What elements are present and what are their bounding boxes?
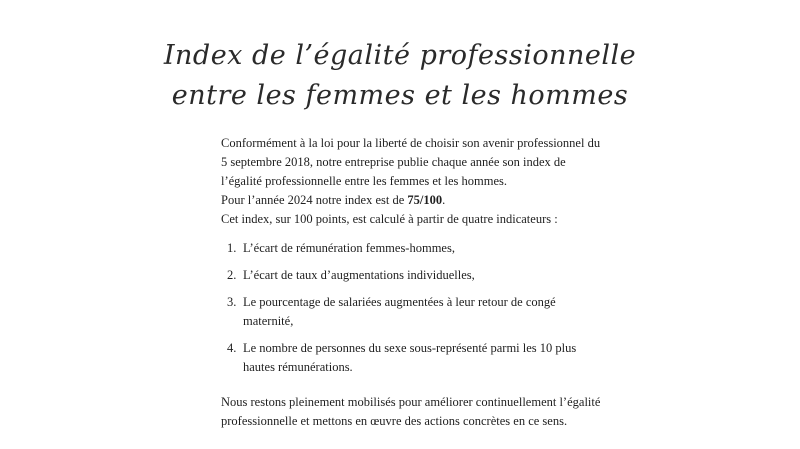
list-item-text: L’écart de rémunération femmes-hommes, (243, 241, 455, 255)
list-item-text: L’écart de taux d’augmentations individuelles, (243, 268, 475, 282)
page-title-line-2: entre les femmes et les hommes (171, 80, 629, 111)
list-item-number: 2. (227, 268, 237, 282)
score-value: 75/100 (407, 193, 443, 207)
list-item (221, 293, 601, 331)
intro-text: Conformément à la loi pour la liberté de choisir son avenir professionnel du 5 septembre 2018, notre entreprise publie chaque année son index de l’égalité professionnelle entre les femmes et les hommes. (221, 136, 601, 188)
score-line (221, 191, 601, 210)
page-title-line-1: Index de l’égalité professionnelle (163, 40, 637, 71)
closing-text: Nous restons pleinement mobilisés pour améliorer continuellement l’égalité professionnelle et mettons en œuvre des actions concrètes en ce sens. (221, 395, 601, 428)
list-item (221, 266, 601, 285)
score-suffix: . (442, 193, 446, 207)
indicator-list (221, 239, 601, 377)
list-item (221, 339, 601, 377)
list-item (221, 239, 601, 258)
list-item-number: 3. (227, 295, 237, 309)
list-item-text: Le pourcentage de salariées augmentées à leur retour de congé maternité, (243, 295, 556, 328)
indicators-intro: Cet index, sur 100 points, est calculé à partir de quatre indicateurs : (221, 212, 558, 226)
page-title (150, 36, 650, 116)
list-item-number: 4. (227, 341, 237, 355)
score-prefix: Pour l’année 2024 notre index est de (221, 193, 408, 207)
list-item-number: 1. (227, 241, 237, 255)
content (221, 134, 601, 431)
list-item-text: Le nombre de personnes du sexe sous-représenté parmi les 10 plus hautes rémunérations. (243, 341, 577, 374)
intro (221, 134, 601, 229)
